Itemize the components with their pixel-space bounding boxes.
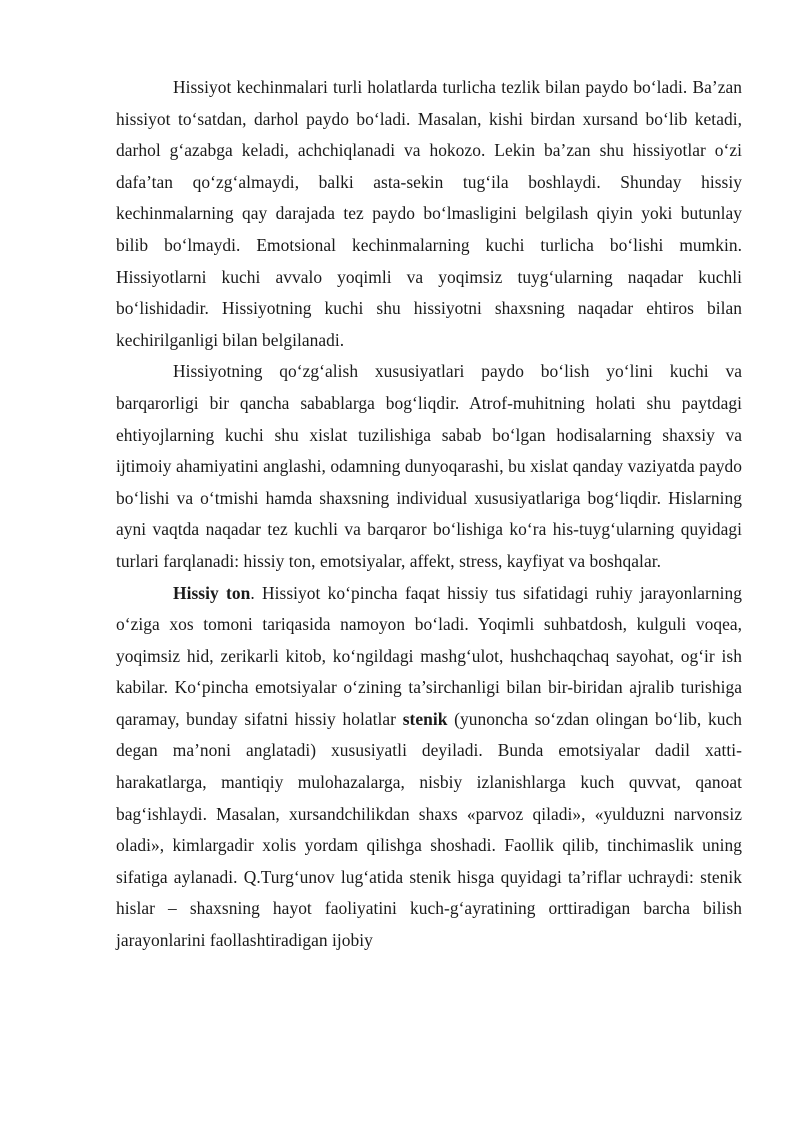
paragraph-text-part-1: . Hissiyot ko‘pincha faqat hissiy tus sifatidagi ruhiy jarayonlarning o‘ziga xos tomoni tariqasida namoyon bo‘ladi. Yoqimli suhbatdosh, kulguli voqea, yoqimsiz hid, zerikarli kitob, ko‘ngildagi mashg‘ulot, hushchaqchaq sayohat, og‘ir ish kabilar. Ko‘pincha emotsiyalar o‘zining ta’sirchanligi bilan bir-biridan ajralib turishiga qaramay, bunday sifatni hissiy holatlar [116,582,742,729]
paragraph-emotion-arousal: Hissiyotning qo‘zg‘alish xususiyatlari paydo bo‘lish yo‘lini kuchi va barqarorligi bir qancha sabablarga bog‘liqdir. Atrof-muhitning holati shu paytdagi ehtiyojlarning kuchi shu xislat tuzilishiga sabab bo‘lgan hodisalarning shaxsiy va ijtimoiy ahamiyatini anglashi, odamning dunyoqarashi, bu xislat qanday vaziyatda paydo bo‘lishi va o‘tmishi hamda shaxsning individual xususiyatlariga bog‘liqdir. Hislarning ayni vaqtda naqadar tez kuchli va barqaror bo‘lishiga ko‘ra his-tuyg‘ularning quyidagi turlari farqlanadi: hissiy ton, emotsiyalar, affekt, stress, kayfiyat va boshqalar. [116,361,742,571]
paragraph-text-part-2: (yunoncha so‘zdan olingan bo‘lib, kuch degan ma’noni anglatadi) xususiyatli deyiladi. Bunda emotsiyalar dadil xatti-harakatlarga, mantiqiy mulohazalarga, nisbiy izlanishlarga kuch quvvat, qanoat bag‘ishlaydi. Masalan, xursandchilikdan shaxs «parvoz qiladi», «yulduzni narvonsiz oladi», kimlargadir xolis yordam qilishga shoshadi. Faollik qilib, tinchimaslik uning sifatiga aylanadi. Q.Turg‘unov lug‘atida stenik hisga quyidagi ta’riflar uchraydi: stenik hislar – shaxsning hayot faoliyatini kuch-g‘ayratining orttiradigan barcha bilish jarayonlarini faollashtiradigan ijobiy [116,708,742,951]
paragraph-emotional-tone [116,578,742,957]
paragraph-emotion-speed: Hissiyot kechinmalari turli holatlarda turlicha tezlik bilan paydo bo‘ladi. Ba’zan hissiyot to‘satdan, darhol paydo bo‘ladi. Masalan, kishi birdan xursand bo‘lib ketadi, darhol g‘azabga keladi, achchiqlanadi va hokozo. Lekin ba’zan shu hissiyotlar o‘zi dafa’tan qo‘zg‘almaydi, balki asta-sekin tug‘ila boshlaydi. Shunday hissiy kechinmalarning qay darajada tez paydo bo‘lmasligini belgilash qiyin yoki butunlay bilib bo‘lmaydi. Emotsional kechinmalarning kuchi turlicha bo‘lishi mumkin. Hissiyotlarni kuchi avvalo yoqimli va yoqimsiz tuyg‘ularning naqadar kuchli bo‘lishidadir. Hissiyotning kuchi shu hissiyotni shaxsning naqadar ehtiros bilan kechirilganligi bilan belgilanadi. [116,77,742,350]
term-sthenic: stenik [402,708,448,729]
term-emotional-tone: Hissiy ton [173,582,251,603]
document-page [116,72,742,957]
